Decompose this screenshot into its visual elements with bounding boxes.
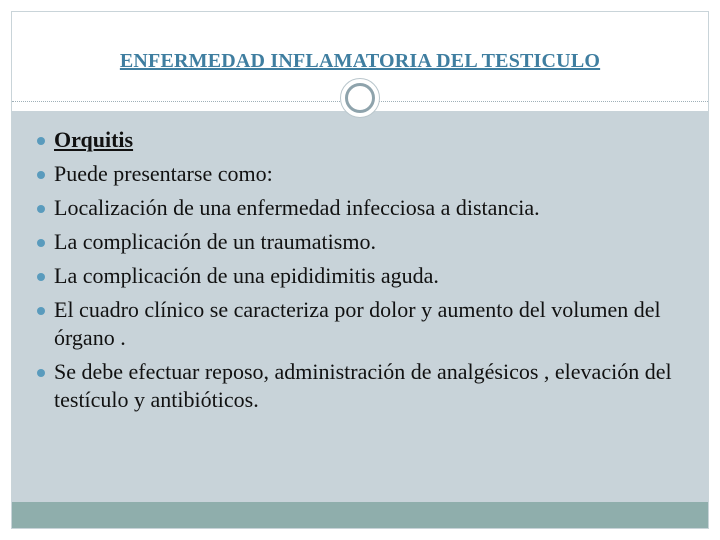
- bullet-text: La complicación de una epididimitis aguda.: [54, 263, 439, 288]
- bullet-icon: [37, 171, 45, 179]
- bullet-icon: [37, 369, 45, 377]
- circle-ornament-icon: [340, 78, 380, 118]
- bullet-icon: [37, 239, 45, 247]
- bullet-text: El cuadro clínico se caracteriza por dolor y aumento del volumen del órgano .: [54, 297, 661, 350]
- bullet-item: [35, 126, 690, 154]
- slide-frame: [11, 11, 709, 529]
- slide-title: ENFERMEDAD INFLAMATORIA DEL TESTICULO: [119, 50, 601, 72]
- bullet-icon: [37, 205, 45, 213]
- bullet-icon: [37, 307, 45, 315]
- bullet-item: [35, 358, 690, 414]
- bullet-item: [35, 160, 690, 188]
- bullet-item: [35, 262, 690, 290]
- bullet-list: [35, 126, 690, 420]
- bullet-text: Localización de una enfermedad infecciosa a distancia.: [54, 195, 540, 220]
- bullet-text: La complicación de un traumatismo.: [54, 229, 376, 254]
- bullet-text: Puede presentarse como:: [54, 161, 273, 186]
- bullet-item: [35, 194, 690, 222]
- bullet-item: [35, 296, 690, 352]
- bullet-heading-orquitis: Orquitis: [54, 127, 134, 152]
- circle-ornament-inner: [345, 83, 375, 113]
- bullet-icon: [37, 273, 45, 281]
- footer-bar: [12, 502, 708, 528]
- bullet-text: Se debe efectuar reposo, administración de analgésicos , elevación del testículo y antibióticos.: [54, 359, 672, 412]
- bullet-icon: [37, 137, 45, 145]
- bullet-item: [35, 228, 690, 256]
